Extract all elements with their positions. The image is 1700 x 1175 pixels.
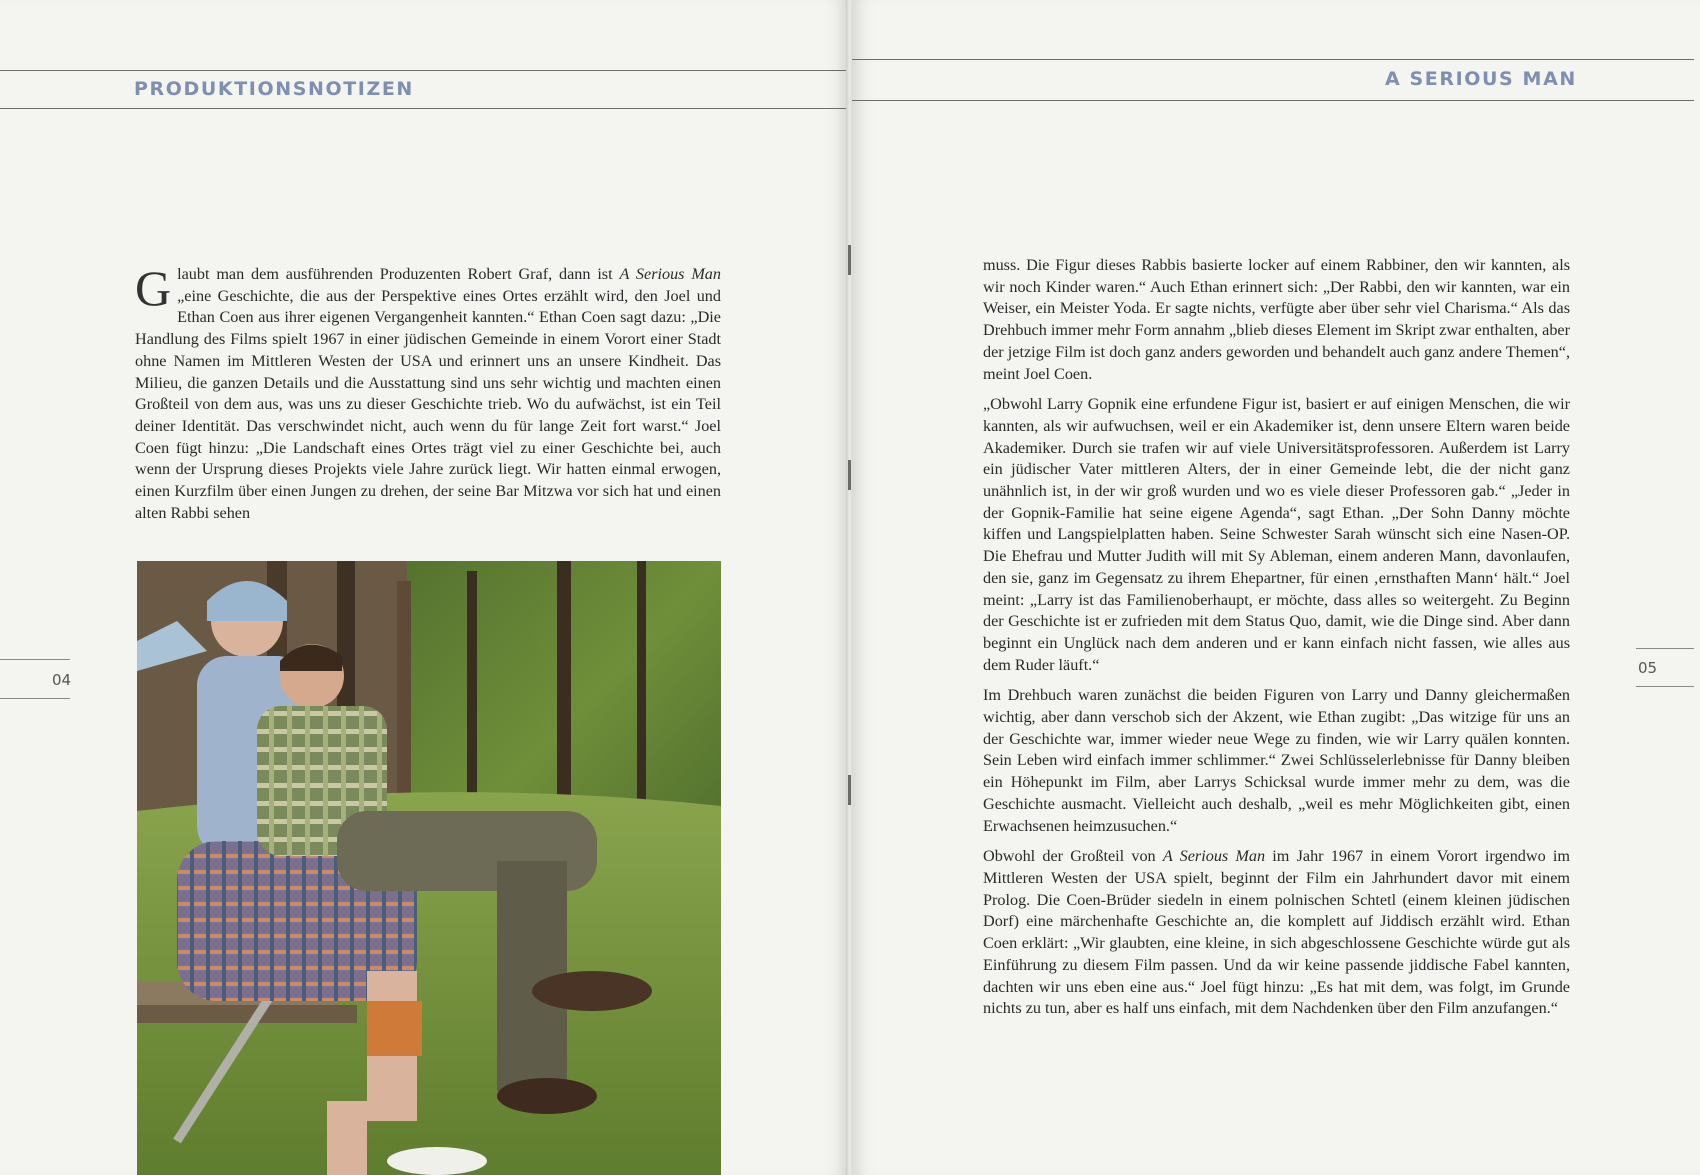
paragraph: „Obwohl Larry Gopnik eine erfundene Figur ist, basiert er auf einigen Menschen, die wir kannten, als wir aufwuchsen, weil er ein Akademiker ist, denn unsere Eltern waren beide Akademiker. Durch sie trafen wir auf viele Universitätsprofessoren. Außerdem ist Larry ein jüdischer Vater mittleren Alters, der in einer Gemeinde lebt, die der nicht ganz unähnlich ist, in der wir groß wurden und wo es viele dieser Professoren gab.“ „Jeder in der Gopnik-Familie hat seine eigene Agenda“, sagt Ethan. „Der Sohn Danny möchte kiffen und Langspielplatten haben. Seine Schwester Sarah wünscht sich eine Nasen-OP. Die Ehefrau und Mutter Judith will mit Sy Ableman, einem anderen Mann, davonlaufen, den sie, ganz im Gegensatz zu ihrem Ehepartner, für einen ‚ernsthaften Mann‘ hält.“ Joel meint: „Larry ist das Familienoberhaupt, er möchte, dass alles so weitergeht. Zu Beginn der Geschichte ist er zufrieden mit dem Status Quo, damit, wie die Dinge sind. Aber dann beginnt ein Unglück nach dem anderen und er kann einfach nicht fassen, wie alles aus dem Ruder läuft.“ — [983, 395, 1570, 674]
film-title: A Serious Man — [619, 265, 721, 283]
header-rule-bottom — [0, 108, 848, 109]
pagenum-rule-bottom — [0, 698, 70, 699]
left-page — [0, 0, 848, 1175]
paragraph: Im Drehbuch waren zunächst die beiden Figuren von Larry und Danny gleichermaßen wichtig, aber dann verschob sich der Akzent, wie Ethan zugibt: „Das witzige für uns an der Geschichte war, immer wieder neue Wege zu finden, wie wir Larry quälen konnten. Sein Leben wird einfach immer schlimmer.“ Zwei Schlüsselerlebnisse für Danny bleiben ein Höhepunkt im Film, aber Larrys Schicksal wurde immer mehr zu dem, was die Geschichte ausmacht. Vielleicht auch deshalb, „weil es mehr Möglichkeiten gibt, einen Erwachsenen heimzusuchen.“ — [983, 686, 1570, 835]
photo-illustration — [137, 561, 721, 1175]
page-number: 05 — [1638, 659, 1658, 677]
pagenum-rule-top — [0, 659, 70, 660]
header-rule-bottom — [852, 100, 1694, 101]
right-body-text — [983, 255, 1570, 1029]
intro-paragraph: Glaubt man dem ausführenden Produzenten Robert Graf, dann ist A Serious Man „eine Geschichte, die aus der Perspektive eines Ortes erzählt wird, den Joel und Ethan Coen aus ihrer eigenen Vergangenheit kannten.“ Ethan Coen sagt dazu: „Die Handlung des Films spielt 1967 in einer jüdischen Gemeinde in einem Vorort einer Stadt ohne Namen im Mittleren Westen der USA und erinnert uns an unsere Kindheit. Das Milieu, die ganzen Details und die Ausstattung sind uns sehr wichtig und machten einen Großteil von dem aus, was uns zu dieser Geschichte trieb. Wo du aufwächst, ist ein Teil deiner Identität. Das verschwindet nicht, auch wenn du für lange Zeit fort warst.“ Joel Coen fügt hinzu: „Die Landschaft eines Ortes trägt viel zu einer Geschichte bei, auch wenn der Ursprung dieses Projekts viele Jahre zurück liegt. Wir hatten einmal erwogen, einen Kurzfilm über einen Jungen zu drehen, der seine Bar Mitzwa vor sich hat und einen alten Rabbi sehen — [135, 260, 721, 522]
binding-stitch — [848, 775, 851, 805]
film-still-photo — [137, 561, 721, 1175]
pagenum-rule-bottom — [1636, 686, 1694, 687]
left-body-text — [135, 260, 721, 533]
running-title: A SERIOUS MAN — [1385, 68, 1577, 90]
binding-stitch — [848, 245, 851, 275]
header-rule-top — [0, 70, 848, 71]
page-number: 04 — [52, 671, 72, 689]
film-title: A Serious Man — [1162, 847, 1266, 866]
drop-cap: G — [135, 260, 172, 316]
paragraph: muss. Die Figur dieses Rabbis basierte locker auf einem Rabbiner, den wir kannten, als wir noch Kinder waren.“ Auch Ethan erinnert sich: „Der Rabbi, den wir kannten, war ein Weiser, ein Meister Yoda. Er sagte nichts, verfügte aber über sehr viel Charisma.“ Als das Drehbuch immer mehr Form annahm „blieb dieses Element im Skript zwar enthalten, aber der jetzige Film ist doch ganz anders geworden und behandelt auch ganz andere Themen“, meint Joel Coen. — [983, 256, 1570, 383]
paragraph: Obwohl der Großteil von A Serious Man im Jahr 1967 in einem Vorort irgendwo im Mittleren Westen der USA spielt, beginnt der Film ein Jahrhundert davor mit einem Prolog. Die Coen-Brüder siedeln in einem polnischen Schtetl (einem kleinen jüdischen Dorf) eine märchenhafte Geschichte an, die komplett auf Jiddisch erzählt wird. Ethan Coen erklärt: „Wir glaubten, eine kleine, in sich abgeschlossene Geschichte würde gut als Einführung zu diesem Film passen. Und da wir keine passende jiddische Fabel kannten, dachten wir uns eben eine aus.“ Joel fügt hinzu: „Es hat mit dem, was folgt, im Grunde nichts zu tun, aber es half uns einfach, mit dem Nachdenken über den Film anzufangen.“ — [983, 847, 1570, 1018]
right-page — [852, 0, 1700, 1175]
binding-stitch — [848, 460, 851, 490]
section-header: PRODUKTIONSNOTIZEN — [134, 78, 414, 100]
header-rule-top — [852, 59, 1694, 60]
pagenum-rule-top — [1636, 648, 1694, 649]
